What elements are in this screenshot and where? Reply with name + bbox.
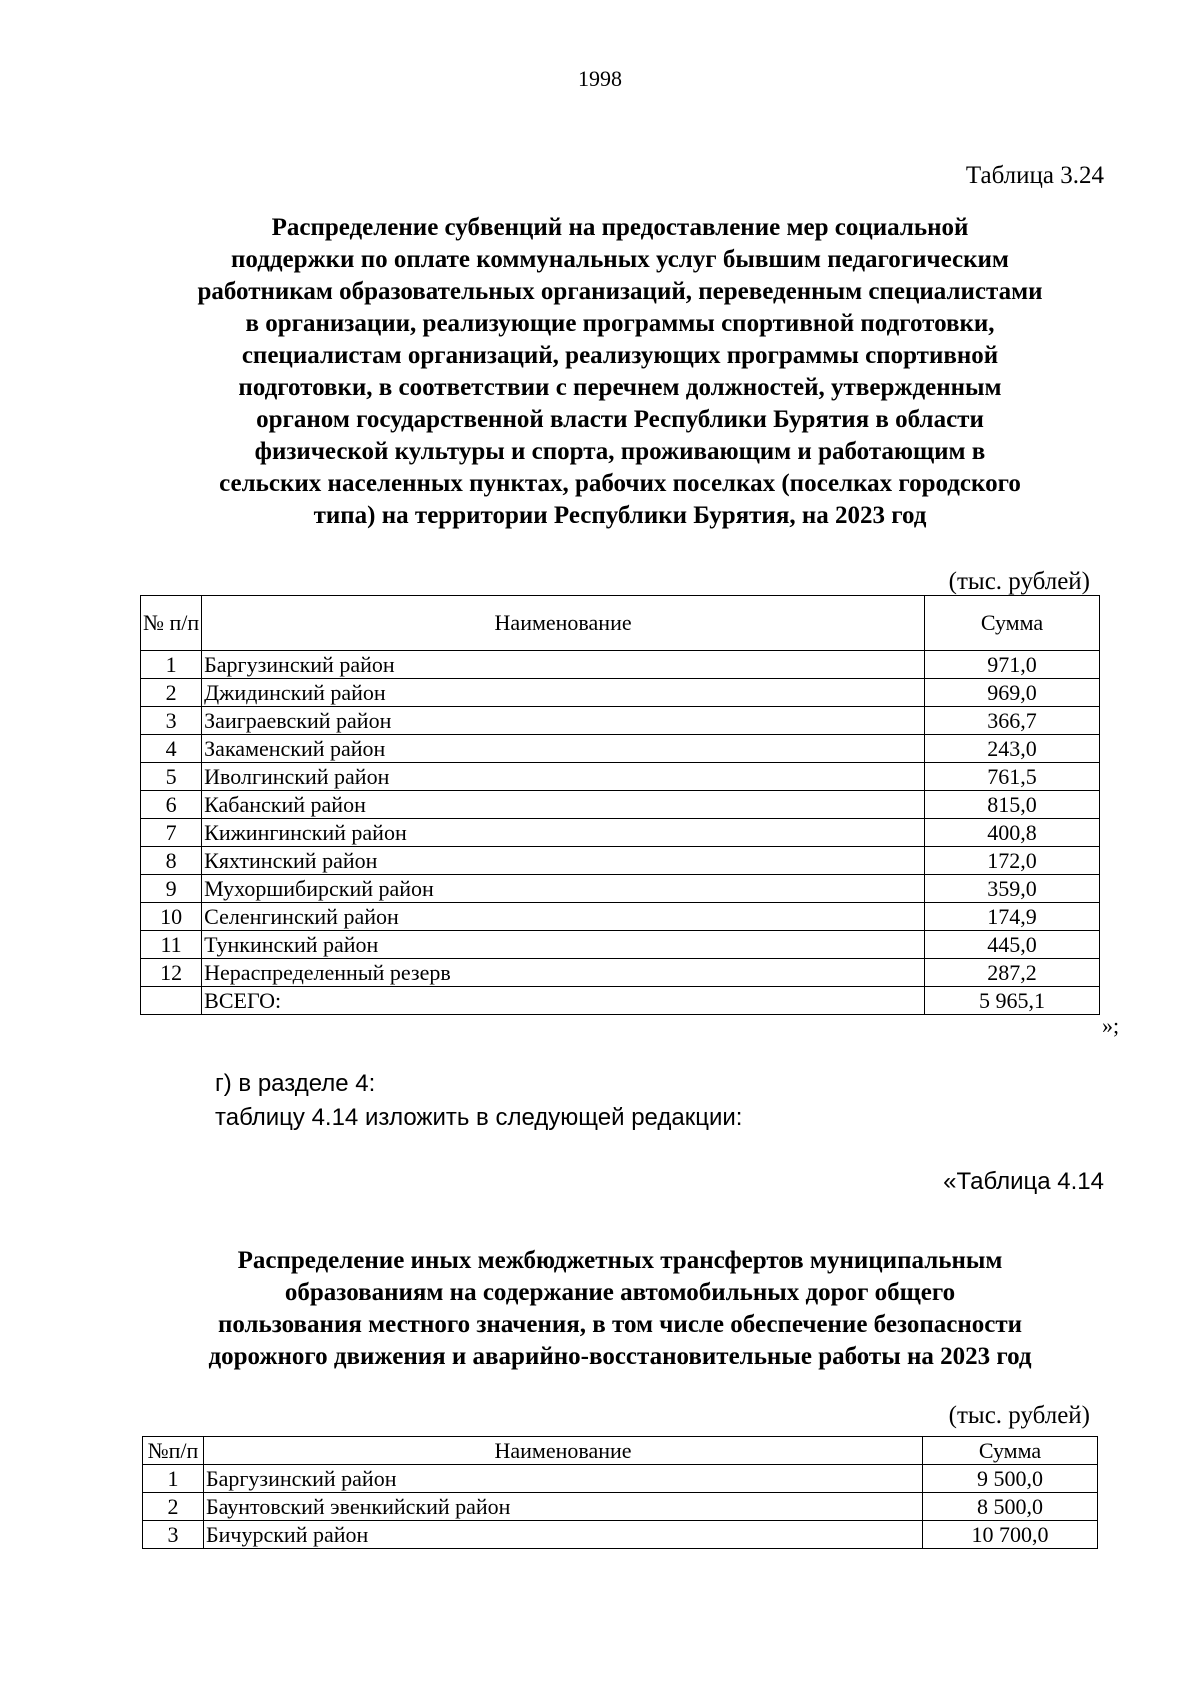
table-total-row (141, 987, 1100, 1015)
row-sum: 287,2 (925, 959, 1100, 987)
caption-line: специалистам организаций, реализующих программы спортивной (241, 342, 999, 369)
table-4-14 (142, 1436, 1098, 1549)
row-sum: 8 500,0 (923, 1493, 1098, 1521)
table-3-24 (140, 595, 1100, 1015)
row-num: 8 (141, 847, 202, 875)
row-sum: 366,7 (925, 707, 1100, 735)
total-num (141, 987, 202, 1015)
row-num: 1 (143, 1465, 204, 1493)
caption-line: Распределение иных межбюджетных трансфертов муниципальным (237, 1247, 1003, 1274)
caption-line: работникам образовательных организаций, переведенным специалистами (197, 278, 1043, 305)
header-sum: Сумма (923, 1437, 1098, 1465)
table-row (141, 903, 1100, 931)
table-3-24-caption (130, 212, 1110, 532)
row-name: Баргузинский район (204, 1465, 923, 1493)
header-num: № п/п (141, 596, 202, 651)
table-4-14-units: (тыс. рублей) (948, 1402, 1090, 1429)
table-row (141, 847, 1100, 875)
row-num: 9 (141, 875, 202, 903)
table-row (141, 707, 1100, 735)
table-3-24-units: (тыс. рублей) (948, 568, 1090, 595)
table-header-row (141, 596, 1100, 651)
row-sum: 359,0 (925, 875, 1100, 903)
row-num: 2 (141, 679, 202, 707)
paragraph-section-4: г) в разделе 4: (215, 1070, 376, 1097)
row-name: Баунтовский эвенкийский район (204, 1493, 923, 1521)
row-sum: 969,0 (925, 679, 1100, 707)
row-sum: 971,0 (925, 651, 1100, 679)
caption-line: подготовки, в соответствии с перечнем должностей, утвержденным (238, 374, 1002, 401)
table-row (141, 931, 1100, 959)
row-sum: 10 700,0 (923, 1521, 1098, 1549)
table-4-14-caption (130, 1245, 1110, 1373)
header-name: Наименование (204, 1437, 923, 1465)
row-num: 12 (141, 959, 202, 987)
header-num: №п/п (143, 1437, 204, 1465)
row-num: 4 (141, 735, 202, 763)
row-num: 5 (141, 763, 202, 791)
table-row (141, 791, 1100, 819)
table-3-24-label: Таблица 3.24 (965, 162, 1104, 189)
caption-line: дорожного движения и аварийно-восстановительные работы на 2023 год (208, 1343, 1032, 1370)
table-row (143, 1493, 1098, 1521)
row-name: Заиграевский район (202, 707, 925, 735)
row-num: 7 (141, 819, 202, 847)
row-name: Кяхтинский район (202, 847, 925, 875)
row-num: 2 (143, 1493, 204, 1521)
caption-line: сельских населенных пунктах, рабочих поселках (поселках городского (219, 470, 1021, 497)
caption-line: физической культуры и спорта, проживающим и работающим в (254, 438, 986, 465)
caption-line: в организации, реализующие программы спортивной подготовки, (245, 310, 995, 337)
row-num: 3 (141, 707, 202, 735)
header-sum: Сумма (925, 596, 1100, 651)
row-num: 3 (143, 1521, 204, 1549)
table-row (141, 735, 1100, 763)
caption-line: типа) на территории Республики Бурятия, на 2023 год (313, 502, 927, 529)
row-name: Тункинский район (202, 931, 925, 959)
row-sum: 9 500,0 (923, 1465, 1098, 1493)
row-sum: 243,0 (925, 735, 1100, 763)
row-num: 1 (141, 651, 202, 679)
closing-quote: »; (1102, 1013, 1120, 1038)
row-num: 11 (141, 931, 202, 959)
page-number: 1998 (578, 66, 622, 91)
row-sum: 400,8 (925, 819, 1100, 847)
row-num: 10 (141, 903, 202, 931)
row-sum: 815,0 (925, 791, 1100, 819)
row-name: Бичурский район (204, 1521, 923, 1549)
row-name: Мухоршибирский район (202, 875, 925, 903)
table-header-row (143, 1437, 1098, 1465)
total-label: ВСЕГО: (202, 987, 925, 1015)
row-sum: 445,0 (925, 931, 1100, 959)
total-sum: 5 965,1 (925, 987, 1100, 1015)
row-sum: 761,5 (925, 763, 1100, 791)
table-row (143, 1465, 1098, 1493)
row-sum: 172,0 (925, 847, 1100, 875)
table-4-14-label: «Таблица 4.14 (943, 1168, 1104, 1195)
header-name: Наименование (202, 596, 925, 651)
row-name: Нераспределенный резерв (202, 959, 925, 987)
table-row (141, 875, 1100, 903)
row-name: Баргузинский район (202, 651, 925, 679)
row-name: Кижингинский район (202, 819, 925, 847)
row-name: Селенгинский район (202, 903, 925, 931)
caption-line: поддержки по оплате коммунальных услуг бывшим педагогическим (231, 246, 1009, 273)
table-row (143, 1521, 1098, 1549)
paragraph-table-4-14: таблицу 4.14 изложить в следующей редакции: (215, 1104, 743, 1131)
row-name: Закаменский район (202, 735, 925, 763)
table-row (141, 959, 1100, 987)
caption-line: образованиям на содержание автомобильных дорог общего (284, 1279, 956, 1306)
caption-line: органом государственной власти Республики Бурятия в области (256, 406, 984, 433)
row-name: Кабанский район (202, 791, 925, 819)
caption-line: пользования местного значения, в том числе обеспечение безопасности (217, 1311, 1023, 1338)
table-row (141, 819, 1100, 847)
table-row (141, 651, 1100, 679)
row-sum: 174,9 (925, 903, 1100, 931)
row-num: 6 (141, 791, 202, 819)
row-name: Джидинский район (202, 679, 925, 707)
table-row (141, 679, 1100, 707)
row-name: Иволгинский район (202, 763, 925, 791)
caption-line: Распределение субвенций на предоставление мер социальной (271, 214, 969, 241)
table-row (141, 763, 1100, 791)
